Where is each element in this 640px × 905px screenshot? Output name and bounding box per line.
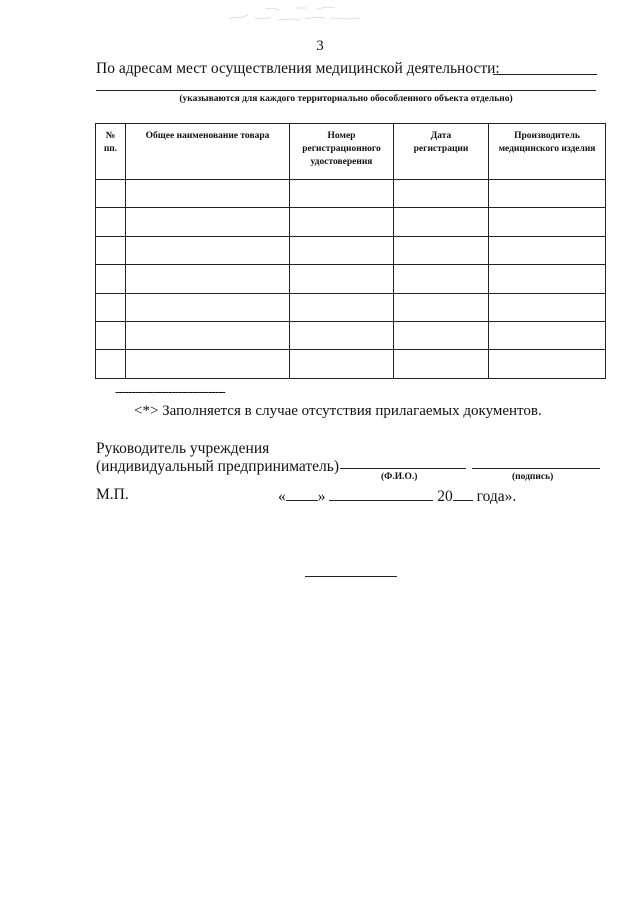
table-cell[interactable]: [126, 208, 290, 236]
table-cell[interactable]: [96, 293, 126, 321]
table-cell[interactable]: [290, 236, 394, 264]
table-cell[interactable]: [290, 265, 394, 293]
signature-fill-line: [472, 468, 600, 469]
table-row: [96, 293, 606, 321]
address-label: По адресам мест осуществления медицинской деятельности:: [96, 60, 500, 77]
table-cell[interactable]: [126, 293, 290, 321]
footnote-text: <*> Заполняется в случае отсутствия прилагаемых документов.: [134, 403, 542, 419]
col-header-line: Общее наименование товара: [145, 131, 270, 141]
year-suffix: года».: [476, 488, 517, 505]
table-cell[interactable]: [290, 350, 394, 378]
table-row: [96, 236, 606, 264]
page-number: 3: [316, 38, 324, 54]
col-header-name: [126, 124, 290, 180]
col-header-manufacturer: [489, 124, 606, 180]
scan-noise: [225, 3, 385, 25]
table-cell[interactable]: [489, 236, 606, 264]
address-fill-line-2: [96, 90, 596, 91]
table-row: [96, 208, 606, 236]
col-header-number: [96, 124, 126, 180]
table-row: [96, 350, 606, 378]
table-row: [96, 265, 606, 293]
address-fill-line: [493, 74, 597, 75]
table-cell[interactable]: [126, 350, 290, 378]
fio-label: (Ф.И.О.): [381, 472, 418, 482]
col-header-reg-date: [394, 124, 489, 180]
table-cell[interactable]: [394, 293, 489, 321]
footnote-separator: ---------------------------------: [115, 384, 225, 399]
signature-title-line2: (индивидуальный предприниматель): [96, 458, 340, 475]
table-cell[interactable]: [489, 180, 606, 208]
table-cell[interactable]: [126, 265, 290, 293]
col-header-reg-number: [290, 124, 394, 180]
col-header-line: регистрационного: [302, 143, 381, 154]
table-cell[interactable]: [394, 321, 489, 349]
table-cell[interactable]: [489, 265, 606, 293]
table-cell[interactable]: [394, 236, 489, 264]
signature-label: (подпись): [512, 472, 554, 482]
table-cell[interactable]: [489, 208, 606, 236]
table-cell[interactable]: [290, 208, 394, 236]
stamp-place: М.П.: [96, 486, 129, 503]
col-header-line: пп.: [103, 143, 118, 154]
table-cell[interactable]: [96, 265, 126, 293]
day-fill-line: [286, 486, 318, 501]
table-cell[interactable]: [394, 265, 489, 293]
table-cell[interactable]: [489, 321, 606, 349]
table-cell[interactable]: [290, 293, 394, 321]
table-cell[interactable]: [489, 350, 606, 378]
end-rule: [305, 576, 397, 577]
col-header-line: Производитель: [514, 131, 580, 141]
address-hint: (указываются для каждого территориально обособленного объекта отдельно): [179, 94, 513, 104]
goods-table-body: [96, 180, 606, 379]
col-header-line: №: [105, 131, 116, 141]
goods-table: [95, 123, 606, 379]
table-cell[interactable]: [290, 321, 394, 349]
year-fill-line: [453, 486, 473, 501]
fio-fill-line: [340, 468, 466, 469]
table-cell[interactable]: [126, 236, 290, 264]
table-cell[interactable]: [96, 208, 126, 236]
col-header-line: Номер: [327, 131, 356, 141]
col-header-line: регистрации: [413, 143, 469, 154]
col-header-line: удостоверения: [310, 156, 373, 167]
table-cell[interactable]: [290, 180, 394, 208]
table-cell[interactable]: [126, 321, 290, 349]
table-row: [96, 321, 606, 349]
table-row: [96, 180, 606, 208]
table-cell[interactable]: [126, 180, 290, 208]
quote-close: »: [317, 488, 326, 505]
signature-title-line1: Руководитель учреждения: [96, 440, 270, 457]
table-header-row: [96, 124, 606, 180]
month-fill-line: [329, 486, 433, 501]
table-cell[interactable]: [96, 236, 126, 264]
quote-open: «: [278, 488, 286, 505]
col-header-line: Дата: [430, 131, 452, 141]
table-cell[interactable]: [394, 350, 489, 378]
table-cell[interactable]: [394, 208, 489, 236]
table-cell[interactable]: [394, 180, 489, 208]
table-cell[interactable]: [96, 180, 126, 208]
table-cell[interactable]: [489, 293, 606, 321]
date-line: [278, 486, 516, 506]
col-header-line: медицинского изделия: [498, 143, 596, 154]
year-prefix: 20: [437, 488, 453, 505]
table-cell[interactable]: [96, 321, 126, 349]
table-cell[interactable]: [96, 350, 126, 378]
